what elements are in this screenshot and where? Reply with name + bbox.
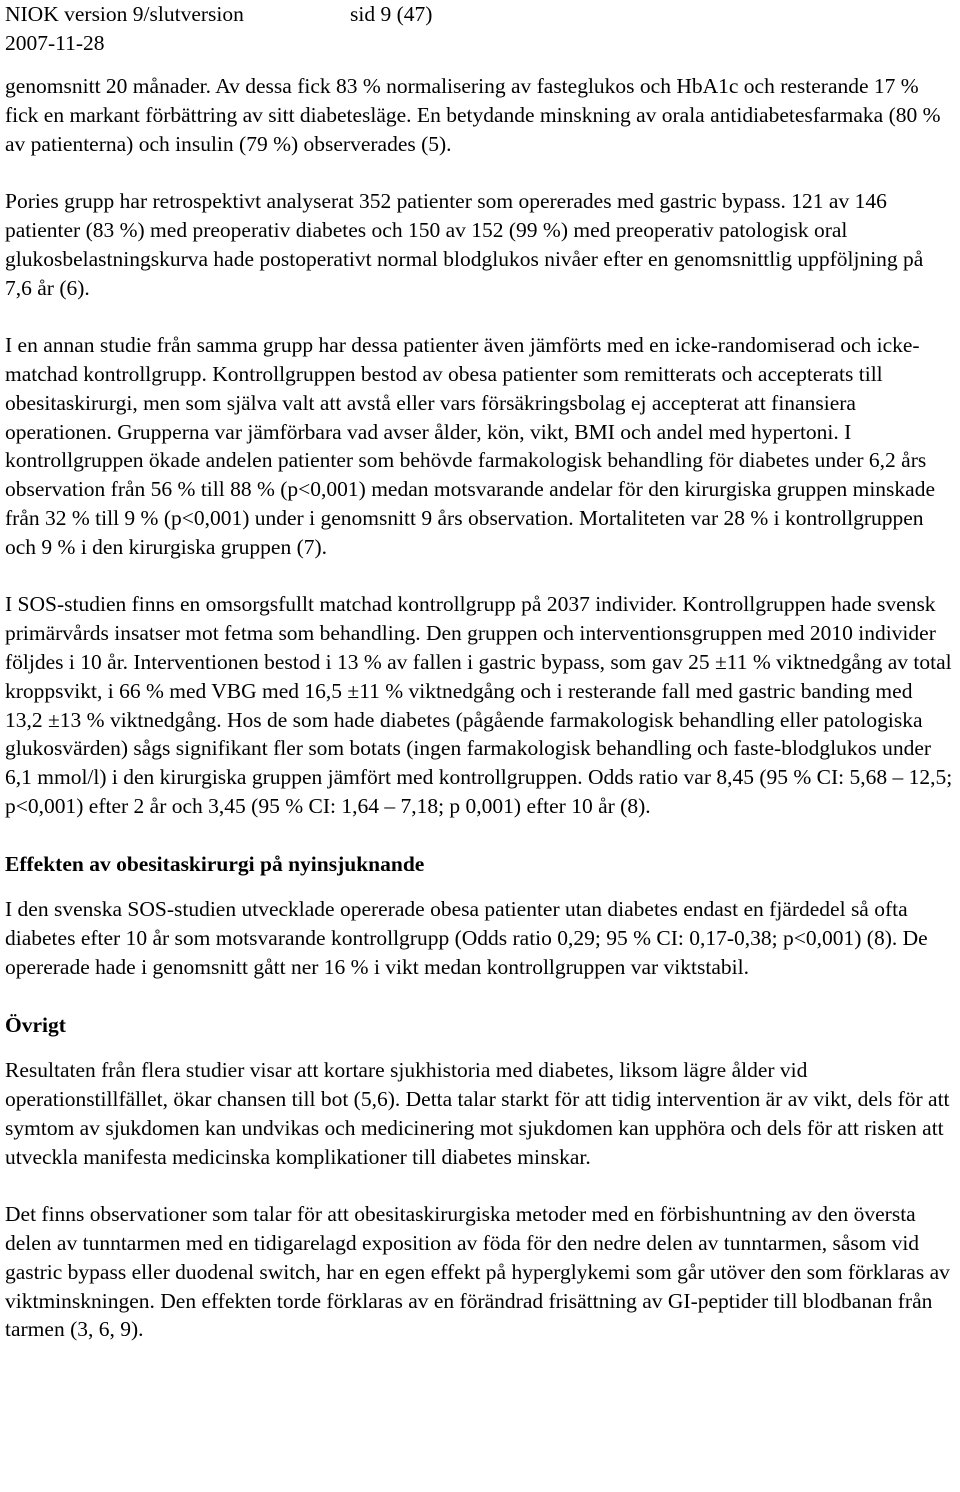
paragraph-diabetes-remission: genomsnitt 20 månader. Av dessa fick 83 % normalisering av fasteglukos och HbA1c och resterande 17 % fick en markant förbättring av sitt diabetesläge. En betydande minskning av orala antidiabetesfarmaka (80 % av patienterna) och insulin (79 %) observerades (5). (5, 74, 941, 156)
paragraph-control-group-study: I en annan studie från samma grupp har dessa patienter även jämförts med en icke-randomiserad och icke-matchad kontrollgrupp. Kontrollgruppen bestod av obesa patienter som remitterats och accepterats till obesitaskirurgi, men som själva valt att avstå eller vars försäkringsbolag ej accepterat att finansiera operationen. Grupperna var jämförbara vad avser ålder, kön, vikt, BMI och andel med hypertoni. I kontrollgruppen ökade andelen patienter som behövde farmakologisk behandling för diabetes under 6,2 års observation från 56 % till 88 % (p<0,001) medan motsvarande andelar för den kirurgiska gruppen minskade från 32 % till 9 % (p<0,001) under i genomsnitt 9 års observation. Mortaliteten var 28 % i kontrollgruppen och 9 % i den kirurgiska gruppen (7). (5, 333, 936, 559)
page-number: sid 9 (47) (350, 2, 433, 26)
paragraph-sos-new-onset: I den svenska SOS-studien utvecklade opererade obesa patienter utan diabetes endast en fjärdedel så ofta diabetes efter 10 år som motsvarande kontrollgrupp (Odds ratio 0,29; 95 % CI: 0,17-0,38; p<0,001) (8). De opererade hade i genomsnitt gått ner 16 % i vikt medan kontrollgruppen var viktstabil. (5, 897, 928, 979)
section-heading-new-onset: Effekten av obesitaskirurgi på nyinsjuknande (5, 851, 425, 876)
section-heading-other: Övrigt (5, 1012, 66, 1037)
document-title: NIOK version 9/slutversion (5, 2, 244, 26)
paragraph-pories-group: Pories grupp har retrospektivt analyserat 352 patienter som opererades med gastric bypass. 121 av 146 patienter (83 %) med preoperativ diabetes och 150 av 152 (99 %) med preoperativ patologisk oral glukosbelastningskurva hade postoperativt normal blodglukos nivåer efter en genomsnittlig uppföljning på 7,6 år (6). (5, 189, 924, 300)
paragraph-sos-study: I SOS-studien finns en omsorgsfullt matchad kontrollgrupp på 2037 individer. Kontrollgruppen hade svensk primärvårds insatser mot fetma som behandling. Den gruppen och interventionsgruppen med 2010 individer följdes i 10 år. Interventionen bestod i 13 % av fallen i gastric bypass, som gav 25 ±11 % viktnedgång av total kroppsvikt, i 66 % med VBG med 16,5 ±11 % viktnedgång och i resterande fall med gastric banding med 13,2 ±13 % viktnedgång. Hos de som hade diabetes (pågående farmakologisk behandling eller patologiska glukosvärden) sågs signifikant fler som botats (ingen farmakologisk behandling och faste-blodglukos under 6,1 mmol/l) i den kirurgiska gruppen jämfört med kontrollgruppen. Odds ratio var 8,45 (95 % CI: 5,68 – 12,5; p<0,001) efter 2 år och 3,45 (95 % CI: 1,64 – 7,18; p 0,001) efter 10 år (8). (5, 592, 953, 818)
document-body (5, 72, 955, 1344)
paragraph-early-intervention: Resultaten från flera studier visar att kortare sjukhistoria med diabetes, liksom lägre ålder vid operationstillfället, ökar chansen till bot (5,6). Detta talar starkt för att tidig intervention är av vikt, dels för att symtom av sjukdomen kan undvikas och medicinering mot sjukdomen kan upphöra och dels för att risken att utveckla manifesta medicinska komplikationer till diabetes minskar. (5, 1058, 950, 1169)
paragraph-gi-peptides: Det finns observationer som talar för att obesitaskirurgiska metoder med en förbishuntning av den översta delen av tunntarmen med en tidigarelagd exposition av föda för den nedre delen av tunntarmen, såsom vid gastric bypass eller duodenal switch, har en egen effekt på hyperglykemi som går utöver den som förklaras av viktminskningen. Den effekten torde förklaras av en förändrad frisättning av GI-peptider till blodbanan från tarmen (3, 6, 9). (5, 1202, 950, 1342)
document-page (5, 0, 955, 1342)
page-header (5, 0, 955, 60)
document-date: 2007-11-28 (5, 31, 105, 55)
